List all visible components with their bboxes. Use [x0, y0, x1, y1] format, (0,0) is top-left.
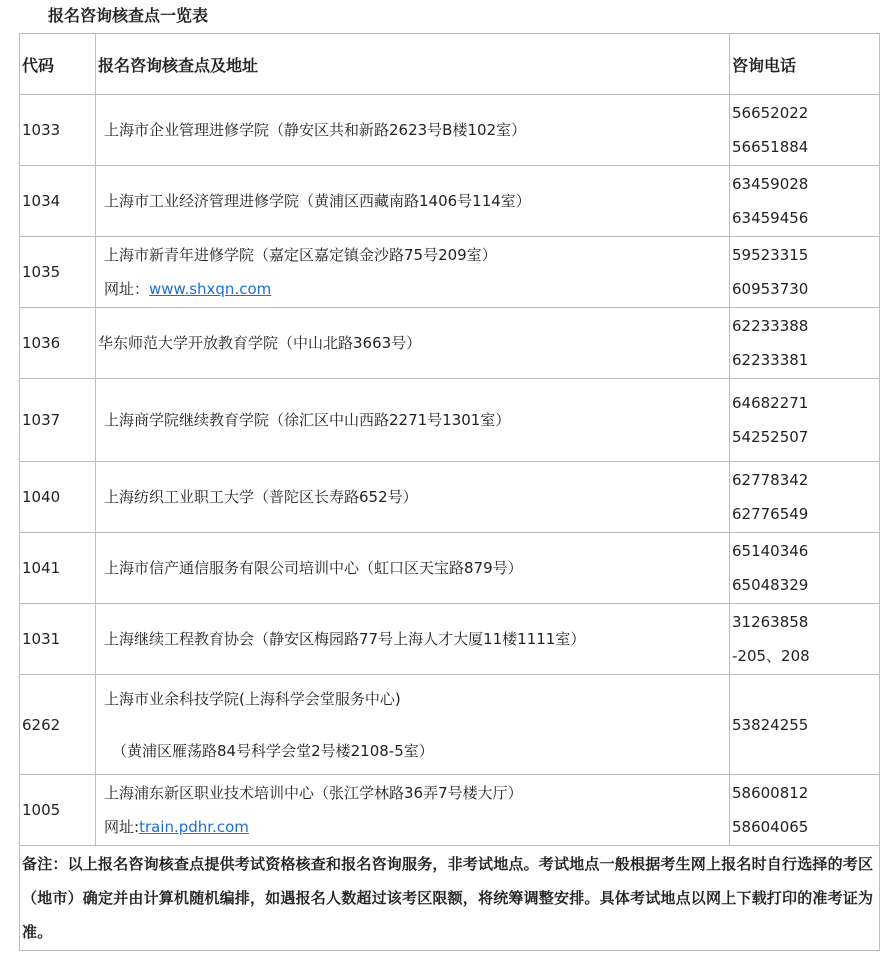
phone-number: -205、208	[732, 647, 810, 665]
header-address: 报名咨询核查点及地址	[96, 34, 730, 95]
phone-number: 62778342	[732, 471, 809, 489]
address-line: 上海市业余科技学院(上海科学会堂服务中心)	[104, 689, 401, 708]
row-code: 1033	[20, 95, 96, 166]
row-phones	[730, 166, 880, 237]
phone-number: 59523315	[732, 246, 809, 264]
row-address	[96, 379, 730, 462]
phone-number: 62233388	[732, 317, 809, 335]
page-title: 报名咨询核查点一览表	[48, 6, 209, 25]
row-code: 1031	[20, 604, 96, 675]
phone-number: 62776549	[732, 505, 809, 523]
phone-number: 54252507	[732, 428, 809, 446]
phone-number: 62233381	[732, 351, 809, 369]
phone-number: 60953730	[732, 280, 809, 298]
row-address	[96, 675, 730, 775]
table-row	[20, 604, 880, 675]
row-phones	[730, 379, 880, 462]
header-phone: 咨询电话	[730, 34, 880, 95]
row-phones	[730, 308, 880, 379]
row-phones	[730, 533, 880, 604]
spacer	[98, 716, 729, 734]
phone-number: 58604065	[732, 818, 809, 836]
table-row	[20, 675, 880, 775]
phone-number: 63459028	[732, 175, 809, 193]
website-label: 网址:	[104, 818, 140, 836]
row-code: 1036	[20, 308, 96, 379]
table-header-row	[20, 34, 880, 95]
row-code: 1005	[20, 775, 96, 846]
row-address	[96, 462, 730, 533]
phone-number: 31263858	[732, 613, 809, 631]
phone-number: 56652022	[732, 104, 809, 122]
address-line: （黄浦区雁荡路84号科学会堂2号楼2108-5室）	[112, 741, 434, 760]
row-code: 1041	[20, 533, 96, 604]
row-code: 1040	[20, 462, 96, 533]
website-line	[98, 810, 729, 844]
table-row	[20, 166, 880, 237]
row-address	[96, 775, 730, 846]
header-code: 代码	[20, 34, 96, 95]
note-text: 备注：以上报名咨询核查点提供考试资格核查和报名咨询服务，非考试地点。考试地点一般根据考生网上报名时自行选择的考区（地市）确定并由计算机随机编排，如遇报名人数超过该考区限额，将统筹调整安排。具体考试地点以网上下载打印的准考证为准。	[22, 855, 874, 941]
row-code: 1034	[20, 166, 96, 237]
phone-number: 65048329	[732, 576, 809, 594]
website-line	[98, 272, 729, 306]
address-line: 上海浦东新区职业技术培训中心（张江学林路36弄7号楼大厅）	[104, 784, 523, 802]
table-row	[20, 462, 880, 533]
website-label: 网址：	[104, 280, 150, 298]
row-phones	[730, 604, 880, 675]
phone-number: 53824255	[732, 715, 809, 734]
note-cell	[20, 846, 880, 951]
website-link[interactable]: www.shxqn.com	[149, 280, 272, 298]
table-row	[20, 775, 880, 846]
row-phones	[730, 95, 880, 166]
address-line: 上海市工业经济管理进修学院（黄浦区西藏南路1406号114室）	[104, 192, 531, 210]
phone-number: 64682271	[732, 394, 809, 412]
table-row	[20, 237, 880, 308]
row-address	[96, 533, 730, 604]
table-row	[20, 379, 880, 462]
address-line: 上海商学院继续教育学院（徐汇区中山西路2271号1301室）	[104, 411, 511, 429]
row-address	[96, 95, 730, 166]
address-line: 上海市企业管理进修学院（静安区共和新路2623号B楼102室）	[104, 121, 527, 139]
address-line: 上海市信产通信服务有限公司培训中心（虹口区天宝路879号）	[104, 559, 523, 577]
address-line: 上海继续工程教育协会（静安区梅园路77号上海人才大厦11楼1111室）	[104, 630, 586, 648]
consult-points-table	[19, 33, 880, 951]
row-address	[96, 604, 730, 675]
address-line: 华东师范大学开放教育学院（中山北路3663号）	[98, 334, 422, 352]
table-row	[20, 308, 880, 379]
phone-number: 56651884	[732, 138, 809, 156]
row-phones	[730, 237, 880, 308]
row-code: 1035	[20, 237, 96, 308]
row-phones	[730, 775, 880, 846]
table-row	[20, 95, 880, 166]
phone-number: 58600812	[732, 784, 809, 802]
phone-number: 63459456	[732, 209, 809, 227]
row-address	[96, 166, 730, 237]
row-phones	[730, 675, 880, 775]
address-line: 上海市新青年进修学院（嘉定区嘉定镇金沙路75号209室）	[104, 246, 497, 264]
address-line: 上海纺织工业职工大学（普陀区长寿路652号）	[104, 488, 418, 506]
website-link[interactable]: train.pdhr.com	[139, 818, 249, 836]
row-code: 1037	[20, 379, 96, 462]
phone-number: 65140346	[732, 542, 809, 560]
row-address	[96, 237, 730, 308]
note-row	[20, 846, 880, 951]
row-address	[96, 308, 730, 379]
row-code: 6262	[20, 675, 96, 775]
table-row	[20, 533, 880, 604]
row-phones	[730, 462, 880, 533]
